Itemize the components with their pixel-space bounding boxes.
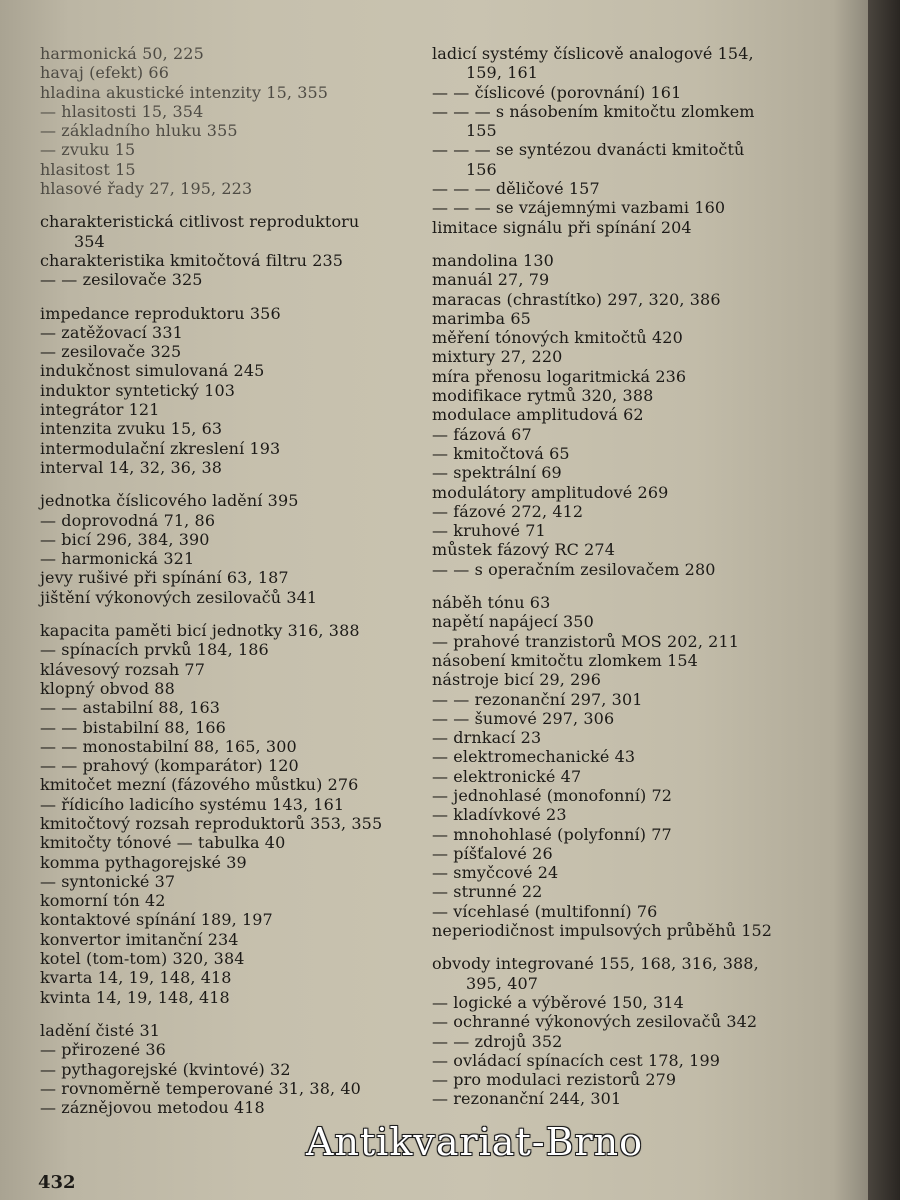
index-entry: intermodulační zkreslení 193	[40, 438, 281, 458]
index-entry: — pythagorejské (kvintové) 32	[40, 1059, 291, 1079]
index-entry: — — — s násobením kmitočtu zlomkem	[432, 101, 755, 121]
index-entry: ladicí systémy číslicově analogové 154,	[432, 44, 754, 63]
index-entry: — zvuku 15	[40, 140, 136, 160]
index-entry: — vícehlasé (multifonní) 76	[432, 901, 658, 921]
index-entry: konvertor imitanční 234	[40, 929, 239, 949]
index-entry: — elektronické 47	[432, 766, 582, 786]
index-entry: — elektromechanické 43	[432, 747, 636, 767]
index-entry: — ochranné výkonových zesilovačů 342	[432, 1012, 758, 1032]
index-entry-continuation: 159, 161	[466, 63, 539, 83]
index-entry: — základního hluku 355	[40, 121, 238, 141]
index-entry: jednotka číslicového ladění 395	[40, 491, 299, 511]
index-entry: hlasové řady 27, 195, 223	[40, 179, 253, 199]
index-entry: — — — se vzájemnými vazbami 160	[432, 198, 726, 218]
index-entry: měření tónových kmitočtů 420	[432, 328, 683, 348]
index-entry: modulace amplitudová 62	[432, 405, 644, 425]
index-entry: maracas (chrastítko) 297, 320, 386	[432, 289, 721, 309]
index-entry: — fázová 67	[432, 424, 532, 444]
index-entry: — harmonická 321	[40, 549, 195, 569]
index-entry: — kruhové 71	[432, 521, 546, 541]
index-entry: havaj (efekt) 66	[40, 63, 169, 83]
index-entry: — — prahový (komparátor) 120	[40, 756, 299, 776]
index-entry: — pro modulaci rezistorů 279	[432, 1070, 677, 1090]
index-entry: kontaktové spínání 189, 197	[40, 910, 273, 930]
index-entry: impedance reproduktoru 356	[40, 303, 281, 323]
index-entry: ladění čisté 31	[40, 1020, 161, 1040]
page-edge-shadow	[868, 0, 900, 1200]
index-column-right	[432, 44, 852, 1109]
index-entry: hlasitost 15	[40, 159, 136, 179]
index-entry: — logické a výběrové 150, 314	[432, 992, 684, 1012]
index-entry: — řídicího ladicího systému 143, 161	[40, 794, 345, 814]
index-entry: napětí napájecí 350	[432, 612, 594, 632]
index-entry: násobení kmitočtu zlomkem 154	[432, 650, 698, 670]
index-entry: — hlasitosti 15, 354	[40, 101, 204, 121]
index-entry: komma pythagorejské 39	[40, 852, 247, 872]
index-entry: — drnkací 23	[432, 728, 542, 748]
index-entry: náběh tónu 63	[432, 593, 551, 613]
index-entry: — — monostabilní 88, 165, 300	[40, 736, 297, 756]
index-entry: — bicí 296, 384, 390	[40, 529, 210, 549]
index-entry: kapacita paměti bicí jednotky 316, 388	[40, 621, 360, 641]
index-entry: — — s operačním zesilovačem 280	[432, 559, 716, 579]
index-entry: — mnohohlasé (polyfonní) 77	[432, 824, 672, 844]
index-entry: — spektrální 69	[432, 463, 562, 483]
index-entry: nástroje bicí 29, 296	[432, 670, 601, 690]
section-gap	[40, 198, 425, 212]
index-entry: induktor syntetický 103	[40, 380, 236, 400]
index-entry: komorní tón 42	[40, 891, 166, 911]
index-entry: — — šumové 297, 306	[432, 708, 615, 728]
index-entry: — přirozené 36	[40, 1040, 166, 1060]
index-entry: jevy rušivé při spínání 63, 187	[40, 568, 289, 588]
index-entry: — — číslicové (porovnání) 161	[432, 82, 682, 102]
index-entry: — fázové 272, 412	[432, 501, 584, 521]
index-entry: — ovládací spínacích cest 178, 199	[432, 1050, 721, 1070]
index-entry: hladina akustické intenzity 15, 355	[40, 82, 329, 102]
section-gap	[40, 290, 425, 304]
index-entry: jištění výkonových zesilovačů 341	[40, 587, 318, 607]
index-entry: — smyčcové 24	[432, 863, 559, 883]
index-entry: — doprovodná 71, 86	[40, 510, 216, 530]
index-entry: — — rezonanční 297, 301	[432, 689, 643, 709]
index-entry: modulátory amplitudové 269	[432, 482, 669, 502]
index-entry-continuation: 395, 407	[466, 973, 539, 993]
index-entry: kmitočet mezní (fázového můstku) 276	[40, 775, 359, 795]
index-entry: — — — se syntézou dvanácti kmitočtů	[432, 140, 745, 160]
index-entry: — — — děličové 157	[432, 179, 600, 199]
index-entry: kmitočtový rozsah reproduktorů 353, 355	[40, 813, 383, 833]
index-entry: obvody integrované 155, 168, 316, 388,	[432, 954, 759, 974]
index-entry: — — astabilní 88, 163	[40, 698, 221, 718]
index-entry: — syntonické 37	[40, 871, 176, 891]
index-entry: mixtury 27, 220	[432, 347, 563, 367]
section-gap	[432, 237, 852, 251]
index-entry: — jednohlasé (monofonní) 72	[432, 785, 673, 805]
section-gap	[432, 579, 852, 593]
index-entry: kvinta 14, 19, 148, 418	[40, 987, 230, 1007]
index-entry: — — bistabilní 88, 166	[40, 717, 226, 737]
index-entry: indukčnost simulovaná 245	[40, 361, 265, 381]
index-entry: — prahové tranzistorů MOS 202, 211	[432, 631, 740, 651]
index-entry: — kladívkové 23	[432, 805, 567, 825]
section-gap	[40, 607, 425, 621]
watermark: Antikvariat-Brno	[306, 1120, 644, 1164]
index-entry: kotel (tom-tom) 320, 384	[40, 949, 245, 969]
index-entry: harmonická 50, 225	[40, 44, 204, 63]
index-entry-continuation: 155	[466, 121, 497, 141]
index-entry: — kmitočtová 65	[432, 443, 570, 463]
index-entry: interval 14, 32, 36, 38	[40, 457, 223, 477]
index-entry: modifikace rytmů 320, 388	[432, 386, 654, 406]
index-entry: — rezonanční 244, 301	[432, 1089, 622, 1109]
section-gap	[432, 940, 852, 954]
index-column-left	[40, 44, 425, 1117]
index-entry-continuation: 354	[74, 231, 105, 251]
index-entry: klopný obvod 88	[40, 678, 175, 698]
index-entry: kmitočty tónové — tabulka 40	[40, 833, 286, 853]
index-entry: — zesilovače 325	[40, 342, 182, 362]
page-number: 432	[38, 1172, 76, 1193]
index-entry: charakteristika kmitočtová filtru 235	[40, 250, 344, 270]
index-entry: manuál 27, 79	[432, 270, 550, 290]
index-entry: mandolina 130	[432, 250, 554, 270]
section-gap	[40, 1007, 425, 1021]
index-entry: můstek fázový RC 274	[432, 540, 615, 560]
index-entry: — zatěžovací 331	[40, 322, 183, 342]
index-entry: charakteristická citlivost reproduktoru	[40, 212, 360, 232]
index-entry: intenzita zvuku 15, 63	[40, 419, 223, 439]
index-entry: integrátor 121	[40, 400, 160, 420]
index-entry: — spínacích prvků 184, 186	[40, 640, 269, 660]
index-entry: — — zesilovače 325	[40, 270, 203, 290]
section-gap	[40, 477, 425, 491]
index-entry: — — zdrojů 352	[432, 1031, 563, 1051]
index-entry: limitace signálu při spínání 204	[432, 217, 692, 237]
index-entry: — strunné 22	[432, 882, 543, 902]
index-entry-continuation: 156	[466, 159, 497, 179]
index-entry: — rovnoměrně temperované 31, 38, 40	[40, 1078, 361, 1098]
index-entry: neperiodičnost impulsových průběhů 152	[432, 921, 773, 941]
index-entry: — píšťalové 26	[432, 843, 553, 863]
index-entry: klávesový rozsah 77	[40, 659, 205, 679]
index-entry: — záznějovou metodou 418	[40, 1098, 265, 1118]
index-entry: kvarta 14, 19, 148, 418	[40, 968, 232, 988]
index-entry: marimba 65	[432, 308, 531, 328]
index-entry: míra přenosu logaritmická 236	[432, 366, 687, 386]
